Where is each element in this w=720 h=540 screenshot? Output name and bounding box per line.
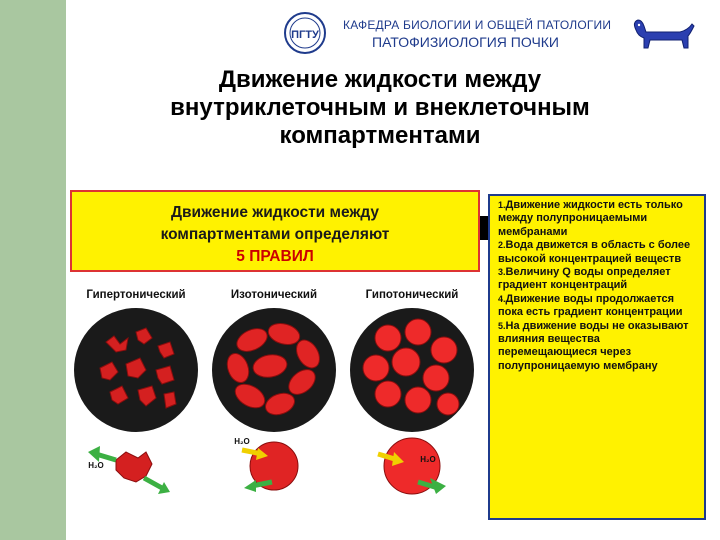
label-hypotonic: Гипотонический [365,289,459,301]
intro-line-3: 5 ПРАВИЛ [236,248,314,265]
label-isotonic: Изотонический [230,289,318,301]
left-content-panel [66,186,484,536]
intro-box [70,190,480,272]
title-line-3: компартментами [279,122,481,149]
slide-title [120,66,640,150]
title-line-1: Движение жидкости между [218,66,542,93]
department-name: КАФЕДРА БИОЛОГИИ И ОБЩЕЙ ПАТОЛОГИИ [343,18,612,32]
logo-text: ПГТУ [291,29,319,41]
rule-item-3: 3.Величину Q воды определяет градиент концентраций [498,266,671,292]
water-label-hypotonic: H₂O [420,455,436,464]
water-label-isotonic: H₂O [234,437,250,446]
hypotonic-dish [350,308,474,432]
label-hypertonic: Гипертонический [86,289,186,301]
rule-item-4: 4.Движение воды продолжается пока есть градиент концентрации [498,292,683,319]
rule-item-5: 5.На движение воды не оказывают влияния вещества перемещающиеся через полупроницаемую мембрану [498,319,689,372]
title-line-2: внутриклеточным и внеклеточным [170,94,590,121]
intro-line-2: компартментами определяют [160,226,390,243]
rule-item-2: 2.Вода движется в область с более высокой концентрацией веществ [498,239,691,265]
rules-panel [488,194,706,520]
water-label-hypertonic: H₂O [88,461,104,470]
intro-line-1: Движение жидкости между [170,204,380,221]
hypertonic-dish [74,308,198,432]
isotonic-dish [212,308,336,432]
dachshund-icon [622,14,702,58]
course-name: ПАТОФИЗИОЛОГИЯ ПОЧКИ [372,34,559,50]
osmosis-figure [66,282,484,522]
rule-item-1: 1.Движение жидкости есть только между полупроницаемыми мембранами [498,199,683,238]
university-logo-icon [283,11,327,55]
decorative-left-strip [0,0,66,540]
